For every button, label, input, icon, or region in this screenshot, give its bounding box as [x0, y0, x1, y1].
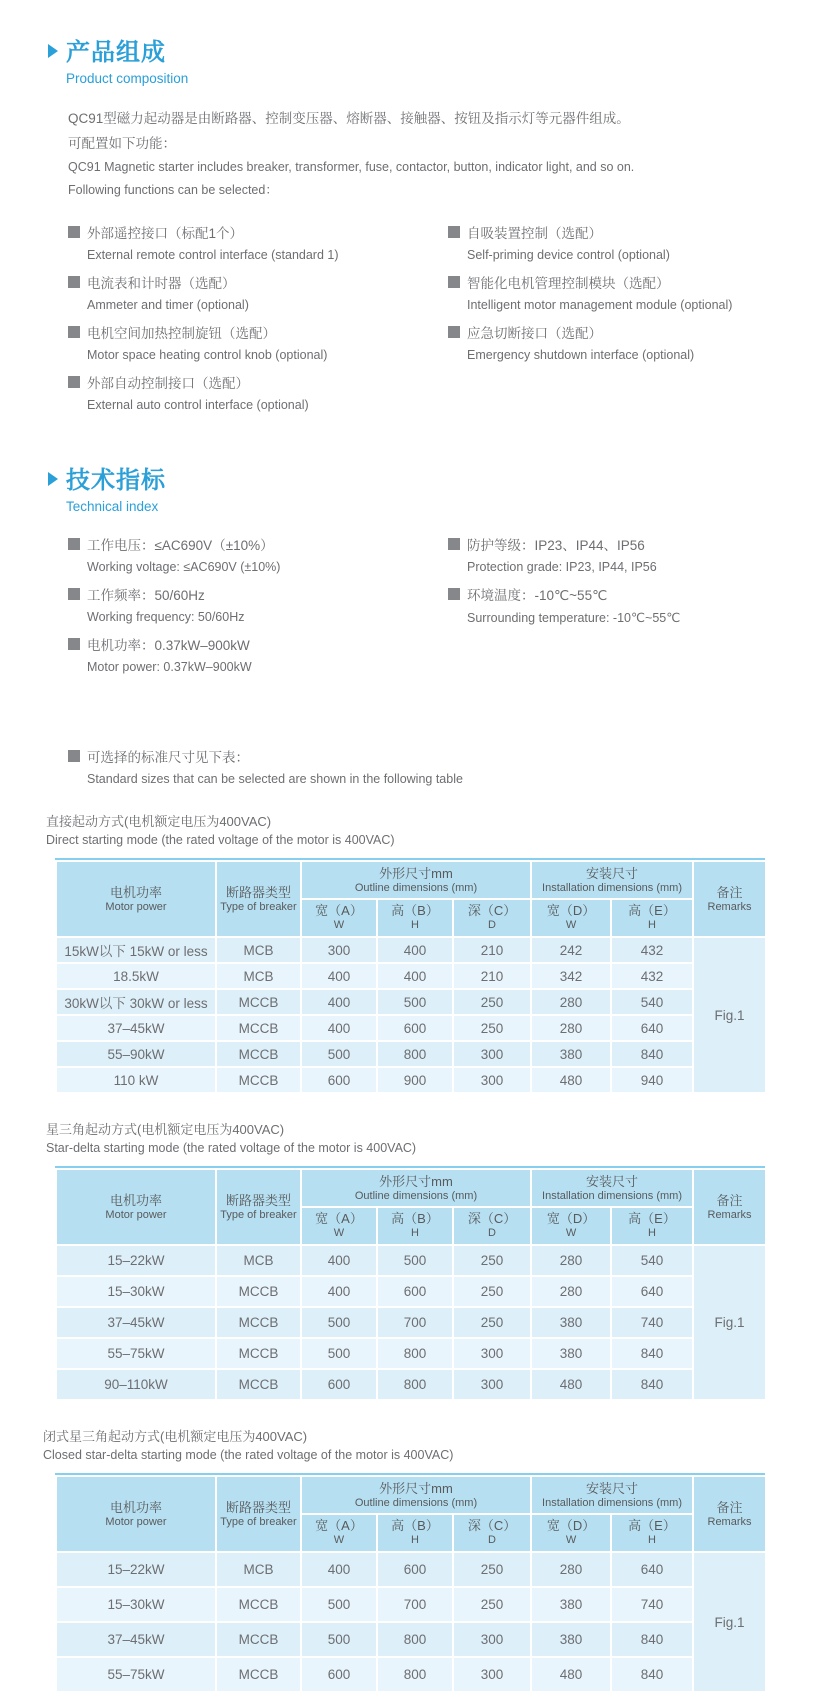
motor-power-cell: 110 kW	[56, 1067, 216, 1093]
spec-en: Protection grade: IP23, IP44, IP56	[467, 560, 657, 574]
dimension-cell: 500	[301, 1622, 377, 1657]
dimension-cell: 280	[531, 1276, 611, 1307]
feature-en: Intelligent motor management module (optional)	[467, 298, 733, 312]
dimension-cell: 280	[531, 1245, 611, 1276]
dimension-cell: 600	[301, 1657, 377, 1692]
spec-column-right	[448, 534, 790, 684]
table-row	[56, 1041, 766, 1067]
header-remarks: 备注 Remarks	[693, 1169, 766, 1245]
star-delta-table-block	[0, 1120, 830, 1401]
dimension-cell: 300	[301, 937, 377, 963]
dimension-cell: 840	[611, 1657, 693, 1692]
dimension-cell: 840	[611, 1338, 693, 1369]
dimension-cell: 600	[301, 1369, 377, 1400]
dimension-cell: 432	[611, 937, 693, 963]
square-bullet-icon	[448, 326, 460, 338]
header-motor-power: 电机功率 Motor power	[56, 1169, 216, 1245]
dimension-cell: 500	[301, 1338, 377, 1369]
square-bullet-icon	[68, 226, 80, 238]
feature-en: External remote control interface (standard 1)	[87, 248, 339, 262]
section-title-product-composition	[48, 32, 790, 67]
feature-item	[68, 272, 448, 312]
feature-list	[68, 222, 790, 422]
dimensions-table	[55, 1168, 767, 1401]
dimension-cell: 700	[377, 1587, 453, 1622]
dimension-cell: 380	[531, 1307, 611, 1338]
caption-zh: 直接起动方式(电机额定电压为400VAC)	[46, 814, 272, 829]
dimension-cell: 300	[453, 1622, 531, 1657]
dimension-cell: 210	[453, 963, 531, 989]
header-height-e: 高（E） H	[611, 1207, 693, 1245]
header-height-b: 高（B） H	[377, 1207, 453, 1245]
header-depth-c: 深（C） D	[453, 1514, 531, 1552]
dimension-cell: 500	[301, 1587, 377, 1622]
square-bullet-icon	[448, 276, 460, 288]
intro-line-zh-2: 可配置如下功能：	[68, 136, 176, 151]
square-bullet-icon	[68, 376, 80, 388]
dimension-cell: 380	[531, 1338, 611, 1369]
table-caption	[46, 1120, 830, 1158]
table-row	[56, 1657, 766, 1692]
breaker-type-cell: MCCB	[216, 1276, 301, 1307]
dimension-cell: 250	[453, 989, 531, 1015]
intro-line-en-1: QC91 Magnetic starter includes breaker, transformer, fuse, contactor, button, indicator light, and so on.	[68, 160, 635, 174]
feature-item	[68, 322, 448, 362]
dimension-cell: 400	[377, 963, 453, 989]
table-head	[56, 1169, 766, 1245]
section-title-zh: 产品组成	[66, 39, 166, 66]
square-bullet-icon	[448, 226, 460, 238]
breaker-type-cell: MCB	[216, 1552, 301, 1587]
spec-item	[68, 584, 448, 624]
motor-power-cell: 15–22kW	[56, 1245, 216, 1276]
dimension-cell: 800	[377, 1041, 453, 1067]
note-en: Standard sizes that can be selected are shown in the following table	[87, 772, 463, 786]
dimension-cell: 500	[377, 1245, 453, 1276]
spec-item	[448, 584, 790, 625]
header-width-d: 宽（D） W	[531, 1514, 611, 1552]
dimension-cell: 250	[453, 1307, 531, 1338]
dimension-cell: 210	[453, 937, 531, 963]
table-caption	[46, 812, 830, 850]
dimension-cell: 700	[377, 1307, 453, 1338]
dimension-cell: 250	[453, 1587, 531, 1622]
motor-power-cell: 15–22kW	[56, 1552, 216, 1587]
product-composition-section	[48, 32, 790, 422]
header-height-e: 高（E） H	[611, 899, 693, 937]
table-row	[56, 1245, 766, 1276]
dimension-cell: 840	[611, 1369, 693, 1400]
feature-en: Ammeter and timer (optional)	[87, 298, 249, 312]
header-motor-power: 电机功率 Motor power	[56, 1476, 216, 1552]
dimension-cell: 280	[531, 1015, 611, 1041]
breaker-type-cell: MCCB	[216, 1338, 301, 1369]
table-row	[56, 1369, 766, 1400]
header-installation-dimensions: 安装尺寸 Installation dimensions (mm)	[531, 861, 693, 899]
spec-item	[68, 534, 448, 574]
square-bullet-icon	[448, 538, 460, 550]
breaker-type-cell: MCB	[216, 1245, 301, 1276]
table-head	[56, 861, 766, 937]
dimension-cell: 400	[301, 1015, 377, 1041]
dimension-cell: 640	[611, 1276, 693, 1307]
spec-list	[68, 534, 790, 684]
table-row	[56, 1587, 766, 1622]
spec-en: Working frequency: 50/60Hz	[87, 610, 245, 624]
spec-item	[448, 534, 790, 574]
dimension-cell: 500	[301, 1041, 377, 1067]
feature-zh: 智能化电机管理控制模块（选配）	[467, 276, 670, 291]
motor-power-cell: 55–75kW	[56, 1657, 216, 1692]
motor-power-cell: 37–45kW	[56, 1622, 216, 1657]
dimension-cell: 500	[377, 989, 453, 1015]
dimension-cell: 800	[377, 1338, 453, 1369]
dimension-cell: 380	[531, 1587, 611, 1622]
dimension-cell: 480	[531, 1657, 611, 1692]
header-installation-dimensions: 安装尺寸 Installation dimensions (mm)	[531, 1169, 693, 1207]
table-row	[56, 1552, 766, 1587]
motor-power-cell: 55–75kW	[56, 1338, 216, 1369]
breaker-type-cell: MCCB	[216, 989, 301, 1015]
header-width-a: 宽（A） W	[301, 1207, 377, 1245]
table-row	[56, 937, 766, 963]
triangle-bullet-icon	[48, 472, 58, 486]
feature-item	[448, 272, 790, 312]
breaker-type-cell: MCCB	[216, 1041, 301, 1067]
dimension-cell: 250	[453, 1276, 531, 1307]
square-bullet-icon	[68, 326, 80, 338]
breaker-type-cell: MCCB	[216, 1067, 301, 1093]
feature-item	[68, 372, 448, 412]
feature-zh: 应急切断接口（选配）	[467, 326, 602, 341]
header-depth-c: 深（C） D	[453, 1207, 531, 1245]
motor-power-cell: 18.5kW	[56, 963, 216, 989]
square-bullet-icon	[68, 638, 80, 650]
section-title-technical-index	[48, 460, 790, 495]
table-row	[56, 989, 766, 1015]
dimension-cell: 300	[453, 1067, 531, 1093]
feature-en: External auto control interface (optional)	[87, 398, 309, 412]
header-height-b: 高（B） H	[377, 899, 453, 937]
breaker-type-cell: MCCB	[216, 1369, 301, 1400]
header-width-d: 宽（D） W	[531, 1207, 611, 1245]
feature-en: Self-priming device control (optional)	[467, 248, 670, 262]
table-row	[56, 1067, 766, 1093]
dimension-cell: 250	[453, 1245, 531, 1276]
feature-zh: 外部自动控制接口（选配）	[87, 376, 249, 391]
dimension-cell: 342	[531, 963, 611, 989]
intro-paragraph	[68, 106, 790, 202]
header-width-a: 宽（A） W	[301, 899, 377, 937]
motor-power-cell: 30kW以下 30kW or less	[56, 989, 216, 1015]
feature-zh: 电机空间加热控制旋钮（选配）	[87, 326, 276, 341]
dimension-cell: 280	[531, 1552, 611, 1587]
dimension-cell: 500	[301, 1307, 377, 1338]
remark-cell: Fig.1	[693, 937, 766, 1093]
spec-zh: 工作频率：50/60Hz	[87, 588, 205, 603]
section-title-en: Technical index	[66, 499, 159, 514]
breaker-type-cell: MCB	[216, 963, 301, 989]
table-row	[56, 1015, 766, 1041]
motor-power-cell: 90–110kW	[56, 1369, 216, 1400]
dimension-cell: 250	[453, 1552, 531, 1587]
motor-power-cell: 37–45kW	[56, 1307, 216, 1338]
header-outline-dimensions: 外形尺寸mm Outline dimensions (mm)	[301, 1169, 531, 1207]
table-row	[56, 1622, 766, 1657]
triangle-bullet-icon	[48, 44, 58, 58]
header-breaker-type: 断路器类型 Type of breaker	[216, 1169, 301, 1245]
feature-zh: 自吸装置控制（选配）	[467, 226, 602, 241]
note-zh: 可选择的标准尺寸见下表：	[87, 750, 249, 765]
dimension-cell: 400	[301, 1245, 377, 1276]
spec-en: Surrounding temperature: -10℃~55℃	[467, 611, 681, 625]
header-motor-power: 电机功率 Motor power	[56, 861, 216, 937]
dimension-cell: 242	[531, 937, 611, 963]
section-title-zh: 技术指标	[66, 467, 166, 494]
spec-zh: 环境温度：-10℃~55℃	[467, 588, 608, 603]
dimensions-table-wrap	[55, 1166, 765, 1401]
dimension-cell: 740	[611, 1587, 693, 1622]
spec-en: Working voltage: ≤AC690V (±10%)	[87, 560, 281, 574]
table-head	[56, 1476, 766, 1552]
breaker-type-cell: MCCB	[216, 1307, 301, 1338]
dimension-cell: 400	[301, 1276, 377, 1307]
dimension-cell: 800	[377, 1657, 453, 1692]
dimension-cell: 840	[611, 1622, 693, 1657]
dimension-cell: 480	[531, 1369, 611, 1400]
square-bullet-icon	[68, 276, 80, 288]
dimension-cell: 800	[377, 1369, 453, 1400]
dimension-cell: 432	[611, 963, 693, 989]
section-title-en: Product composition	[66, 71, 189, 86]
spec-zh: 电机功率：0.37kW–900kW	[87, 638, 250, 653]
feature-column-right	[448, 222, 790, 422]
feature-item	[68, 222, 448, 262]
dimension-cell: 380	[531, 1041, 611, 1067]
caption-en: Closed star-delta starting mode (the rated voltage of the motor is 400VAC)	[43, 1448, 454, 1462]
square-bullet-icon	[68, 538, 80, 550]
caption-zh: 星三角起动方式(电机额定电压为400VAC)	[46, 1122, 285, 1137]
dimensions-table	[55, 1475, 767, 1693]
dimension-cell: 640	[611, 1552, 693, 1587]
header-depth-c: 深（C） D	[453, 899, 531, 937]
dimensions-table-wrap	[55, 858, 765, 1094]
dimension-cell: 300	[453, 1369, 531, 1400]
dimension-cell: 600	[377, 1552, 453, 1587]
dimension-cell: 300	[453, 1657, 531, 1692]
spec-item	[68, 634, 448, 674]
dimension-cell: 600	[301, 1067, 377, 1093]
header-width-a: 宽（A） W	[301, 1514, 377, 1552]
dimension-cell: 400	[301, 963, 377, 989]
spec-en: Motor power: 0.37kW–900kW	[87, 660, 252, 674]
motor-power-cell: 15–30kW	[56, 1276, 216, 1307]
dimension-cell: 840	[611, 1041, 693, 1067]
feature-zh: 外部遥控接口（标配1个）	[87, 226, 244, 241]
feature-item	[448, 322, 790, 362]
header-remarks: 备注 Remarks	[693, 861, 766, 937]
motor-power-cell: 37–45kW	[56, 1015, 216, 1041]
spec-zh: 防护等级：IP23、IP44、IP56	[467, 538, 645, 553]
feature-column-left	[68, 222, 448, 422]
header-outline-dimensions: 外形尺寸mm Outline dimensions (mm)	[301, 1476, 531, 1514]
square-bullet-icon	[448, 588, 460, 600]
dimension-cell: 280	[531, 989, 611, 1015]
dimension-cell: 300	[453, 1338, 531, 1369]
standard-sizes-note	[68, 746, 790, 786]
caption-en: Direct starting mode (the rated voltage of the motor is 400VAC)	[46, 833, 395, 847]
dimension-cell: 640	[611, 1015, 693, 1041]
table-body	[56, 1245, 766, 1400]
dimension-cell: 900	[377, 1067, 453, 1093]
dimension-cell: 600	[377, 1276, 453, 1307]
dimension-cell: 940	[611, 1067, 693, 1093]
closed-star-delta-table-block	[0, 1427, 830, 1693]
header-height-b: 高（B） H	[377, 1514, 453, 1552]
dimension-cell: 740	[611, 1307, 693, 1338]
breaker-type-cell: MCCB	[216, 1622, 301, 1657]
dimension-cell: 380	[531, 1622, 611, 1657]
header-installation-dimensions: 安装尺寸 Installation dimensions (mm)	[531, 1476, 693, 1514]
dimension-cell: 540	[611, 1245, 693, 1276]
breaker-type-cell: MCB	[216, 937, 301, 963]
square-bullet-icon	[68, 588, 80, 600]
remark-cell: Fig.1	[693, 1552, 766, 1692]
direct-starting-table-block	[0, 812, 830, 1094]
intro-line-en-2: Following functions can be selected：	[68, 183, 278, 197]
dimension-cell: 400	[301, 989, 377, 1015]
feature-en: Emergency shutdown interface (optional)	[467, 348, 695, 362]
breaker-type-cell: MCCB	[216, 1657, 301, 1692]
feature-en: Motor space heating control knob (optional)	[87, 348, 328, 362]
table-row	[56, 1276, 766, 1307]
table-row	[56, 1338, 766, 1369]
motor-power-cell: 15–30kW	[56, 1587, 216, 1622]
feature-item	[448, 222, 790, 262]
square-bullet-icon	[68, 750, 80, 762]
table-body	[56, 1552, 766, 1692]
header-height-e: 高（E） H	[611, 1514, 693, 1552]
table-row	[56, 963, 766, 989]
technical-index-section	[48, 460, 790, 786]
dimension-cell: 800	[377, 1622, 453, 1657]
motor-power-cell: 55–90kW	[56, 1041, 216, 1067]
header-breaker-type: 断路器类型 Type of breaker	[216, 1476, 301, 1552]
table-row	[56, 1307, 766, 1338]
dimension-cell: 300	[453, 1041, 531, 1067]
dimension-cell: 400	[301, 1552, 377, 1587]
dimensions-table	[55, 860, 767, 1094]
dimension-cell: 480	[531, 1067, 611, 1093]
remark-cell: Fig.1	[693, 1245, 766, 1400]
header-remarks: 备注 Remarks	[693, 1476, 766, 1552]
spec-zh: 工作电压：≤AC690V（±10%）	[87, 538, 274, 553]
dimension-cell: 400	[377, 937, 453, 963]
dimension-cell: 540	[611, 989, 693, 1015]
intro-line-zh-1: QC91型磁力起动器是由断路器、控制变压器、熔断器、接触器、按钮及指示灯等元器件组成。	[68, 111, 630, 126]
header-outline-dimensions: 外形尺寸mm Outline dimensions (mm)	[301, 861, 531, 899]
dimensions-table-wrap	[55, 1473, 765, 1693]
caption-zh: 闭式星三角起动方式(电机额定电压为400VAC)	[43, 1429, 308, 1444]
header-width-d: 宽（D） W	[531, 899, 611, 937]
spec-column-left	[68, 534, 448, 684]
breaker-type-cell: MCCB	[216, 1015, 301, 1041]
table-body	[56, 937, 766, 1093]
breaker-type-cell: MCCB	[216, 1587, 301, 1622]
dimension-cell: 250	[453, 1015, 531, 1041]
caption-en: Star-delta starting mode (the rated voltage of the motor is 400VAC)	[46, 1141, 417, 1155]
motor-power-cell: 15kW以下 15kW or less	[56, 937, 216, 963]
table-caption	[43, 1427, 830, 1465]
header-breaker-type: 断路器类型 Type of breaker	[216, 861, 301, 937]
feature-zh: 电流表和计时器（选配）	[87, 276, 236, 291]
dimension-cell: 600	[377, 1015, 453, 1041]
